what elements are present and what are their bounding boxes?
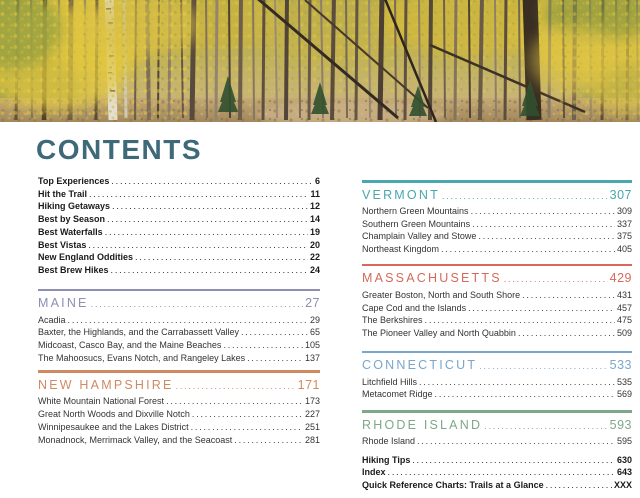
entry-page: 19 <box>309 226 320 237</box>
section-massachusetts <box>362 264 632 340</box>
dot-leader <box>441 243 615 256</box>
entry-page: 375 <box>616 231 632 242</box>
entry-label: Great North Woods and Dixville Notch <box>38 409 190 420</box>
dot-leader <box>234 434 303 447</box>
entry-label: Greater Boston, North and South Shore <box>362 289 521 300</box>
section-rule <box>38 370 320 373</box>
entry-label: Southern Green Mountains <box>362 218 471 229</box>
dot-leader <box>89 188 308 201</box>
entry-label: Metacomet Ridge <box>362 389 433 400</box>
toc-entry <box>38 314 320 327</box>
dot-leader <box>247 352 303 365</box>
section-header <box>362 417 632 435</box>
section-connecticut <box>362 351 632 401</box>
forest-photo <box>0 0 640 122</box>
entry-label: The Berkshires <box>362 315 423 326</box>
entry-page: 431 <box>616 289 632 300</box>
dot-leader <box>166 395 303 408</box>
toc-entry <box>362 376 632 389</box>
entry-page: XXX <box>613 480 632 491</box>
entry-label: Best Waterfalls <box>38 226 103 237</box>
toc-entry <box>362 289 632 302</box>
toc-entry <box>362 302 632 315</box>
entry-label: Best Vistas <box>38 239 87 250</box>
entry-label: The Pioneer Valley and North Quabbin <box>362 327 516 338</box>
contents-layout <box>0 122 640 492</box>
entry-label: Hit the Trail <box>38 188 88 199</box>
entry-page: 535 <box>616 376 632 387</box>
toc-entry <box>38 200 320 213</box>
section-page: 429 <box>609 271 632 286</box>
toc-entry <box>362 466 632 479</box>
entry-label: Best Brew Hikes <box>38 264 109 275</box>
toc-entry <box>38 213 320 226</box>
section-rule <box>38 289 320 292</box>
section-page: 593 <box>609 417 632 432</box>
dot-leader <box>425 314 615 327</box>
dot-leader <box>176 377 296 395</box>
toc-entry <box>362 388 632 401</box>
entry-label: Top Experiences <box>38 176 110 186</box>
section-name: CONNECTICUT <box>362 358 478 373</box>
entry-label: Rhode Island <box>362 436 416 447</box>
entry-label: Hiking Tips <box>362 454 411 465</box>
dot-leader <box>107 213 308 226</box>
dot-leader <box>241 326 308 339</box>
section-vermont <box>362 180 632 256</box>
section-name: NEW HAMPSHIRE <box>38 377 174 392</box>
toc-entry <box>38 434 320 447</box>
dot-leader <box>105 226 308 239</box>
toc-entry <box>38 408 320 421</box>
section-new-hampshire <box>38 370 320 446</box>
section-rule <box>362 264 632 267</box>
entry-page: 643 <box>616 467 632 478</box>
entry-page: 281 <box>304 434 320 445</box>
entry-page: 137 <box>304 352 320 363</box>
dot-leader <box>435 388 615 401</box>
section-rule <box>362 410 632 413</box>
entry-page: 630 <box>616 454 632 465</box>
entry-label: Champlain Valley and Stowe <box>362 231 477 242</box>
section-maine <box>38 289 320 365</box>
toc-entry <box>362 327 632 340</box>
section-header <box>38 295 320 313</box>
entry-page: 22 <box>309 252 320 263</box>
dot-leader <box>417 435 615 448</box>
dot-leader <box>518 327 615 340</box>
entry-page: 309 <box>616 206 632 216</box>
entry-page: 569 <box>616 389 632 400</box>
section-header <box>362 270 632 288</box>
toc-entry <box>38 395 320 408</box>
toc-entry <box>38 264 320 277</box>
toc-entry <box>38 226 320 239</box>
toc-entry <box>362 435 632 448</box>
toc-entry <box>38 339 320 352</box>
toc-entry <box>362 479 632 492</box>
section-header <box>362 187 632 205</box>
toc-entry <box>38 239 320 252</box>
dot-leader <box>419 376 615 389</box>
entry-page: 457 <box>616 302 632 313</box>
entry-label: Index <box>362 467 386 478</box>
entry-page: 251 <box>304 421 320 432</box>
entry-page: 24 <box>309 264 320 275</box>
toc-entry <box>362 314 632 327</box>
entry-label: Litchfield Hills <box>362 376 418 387</box>
autumn-forest-illustration <box>0 0 640 122</box>
entry-page: 475 <box>616 315 632 326</box>
entry-label: White Mountain National Forest <box>38 396 165 407</box>
contents-right-column <box>362 134 632 492</box>
dot-leader <box>68 314 308 327</box>
toc-entry <box>38 421 320 434</box>
entry-label: Midcoast, Casco Bay, and the Maine Beaches <box>38 340 222 351</box>
page-title: CONTENTS <box>36 134 202 165</box>
front-matter-list <box>38 175 320 277</box>
entry-label: Hiking Getaways <box>38 201 111 212</box>
toc-entry <box>38 175 320 188</box>
section-page: 27 <box>305 296 320 311</box>
entry-page: 227 <box>304 409 320 420</box>
dot-leader <box>504 270 608 288</box>
dot-leader <box>192 408 303 421</box>
entry-label: Northeast Kingdom <box>362 244 440 255</box>
section-rhode-island <box>362 410 632 448</box>
dot-leader <box>472 218 615 231</box>
entry-label: New England Oddities <box>38 252 134 263</box>
dot-leader <box>546 479 612 492</box>
entry-label: Baxter, the Highlands, and the Carrabassett Valley <box>38 327 239 338</box>
section-page: 307 <box>609 187 632 202</box>
entry-page: 105 <box>304 340 320 351</box>
dot-leader <box>484 417 607 435</box>
dot-leader <box>442 187 608 205</box>
entry-page: 65 <box>309 327 320 338</box>
entry-page: 509 <box>616 327 632 338</box>
dot-leader <box>388 466 615 479</box>
entry-page: 595 <box>616 436 632 447</box>
dot-leader <box>471 205 615 218</box>
section-page: 171 <box>297 377 320 392</box>
toc-entry <box>362 243 632 256</box>
entry-page: 20 <box>309 239 320 250</box>
dot-leader <box>111 175 313 188</box>
entry-label: Northern Green Mountains <box>362 206 469 216</box>
dot-leader <box>88 239 308 252</box>
section-name: VERMONT <box>362 187 440 202</box>
section-name: RHODE ISLAND <box>362 417 483 432</box>
dot-leader <box>479 357 607 375</box>
toc-entry <box>362 230 632 243</box>
section-rule <box>362 180 632 183</box>
section-rule <box>362 351 632 354</box>
dot-leader <box>112 200 308 213</box>
entry-page: 6 <box>314 176 320 186</box>
dot-leader <box>135 251 308 264</box>
section-name: MAINE <box>38 296 89 311</box>
entry-label: Winnipesaukee and the Lakes District <box>38 421 189 432</box>
entry-page: 405 <box>616 244 632 255</box>
contents-left-column <box>38 134 320 492</box>
entry-label: Monadnock, Merrimack Valley, and the Seacoast <box>38 434 233 445</box>
toc-entry <box>362 218 632 231</box>
entry-label: Cape Cod and the Islands <box>362 302 467 313</box>
entry-label: Quick Reference Charts: Trails at a Glance <box>362 480 544 491</box>
toc-entry <box>362 454 632 467</box>
toc-entry <box>362 205 632 218</box>
entry-label: Best by Season <box>38 214 106 225</box>
entry-label: The Mahoosucs, Evans Notch, and Rangeley Lakes <box>38 352 246 363</box>
dot-leader <box>468 302 615 315</box>
section-header <box>362 357 632 375</box>
dot-leader <box>522 289 615 302</box>
toc-entry <box>38 326 320 339</box>
section-page: 533 <box>609 358 632 373</box>
entry-label: Acadia <box>38 314 66 325</box>
dot-leader <box>191 421 303 434</box>
section-name: MASSACHUSETTS <box>362 271 502 286</box>
toc-entry <box>38 251 320 264</box>
entry-page: 337 <box>616 218 632 229</box>
entry-page: 173 <box>304 396 320 407</box>
dot-leader <box>91 295 304 313</box>
toc-entry <box>38 188 320 201</box>
dot-leader <box>111 264 308 277</box>
dot-leader <box>223 339 303 352</box>
dot-leader <box>478 230 615 243</box>
toc-entry <box>38 352 320 365</box>
back-matter-list <box>362 454 632 492</box>
dot-leader <box>412 454 615 467</box>
entry-page: 11 <box>310 188 320 199</box>
section-header <box>38 377 320 395</box>
entry-page: 12 <box>309 201 320 212</box>
entry-page: 29 <box>309 314 320 325</box>
entry-page: 14 <box>309 214 320 225</box>
